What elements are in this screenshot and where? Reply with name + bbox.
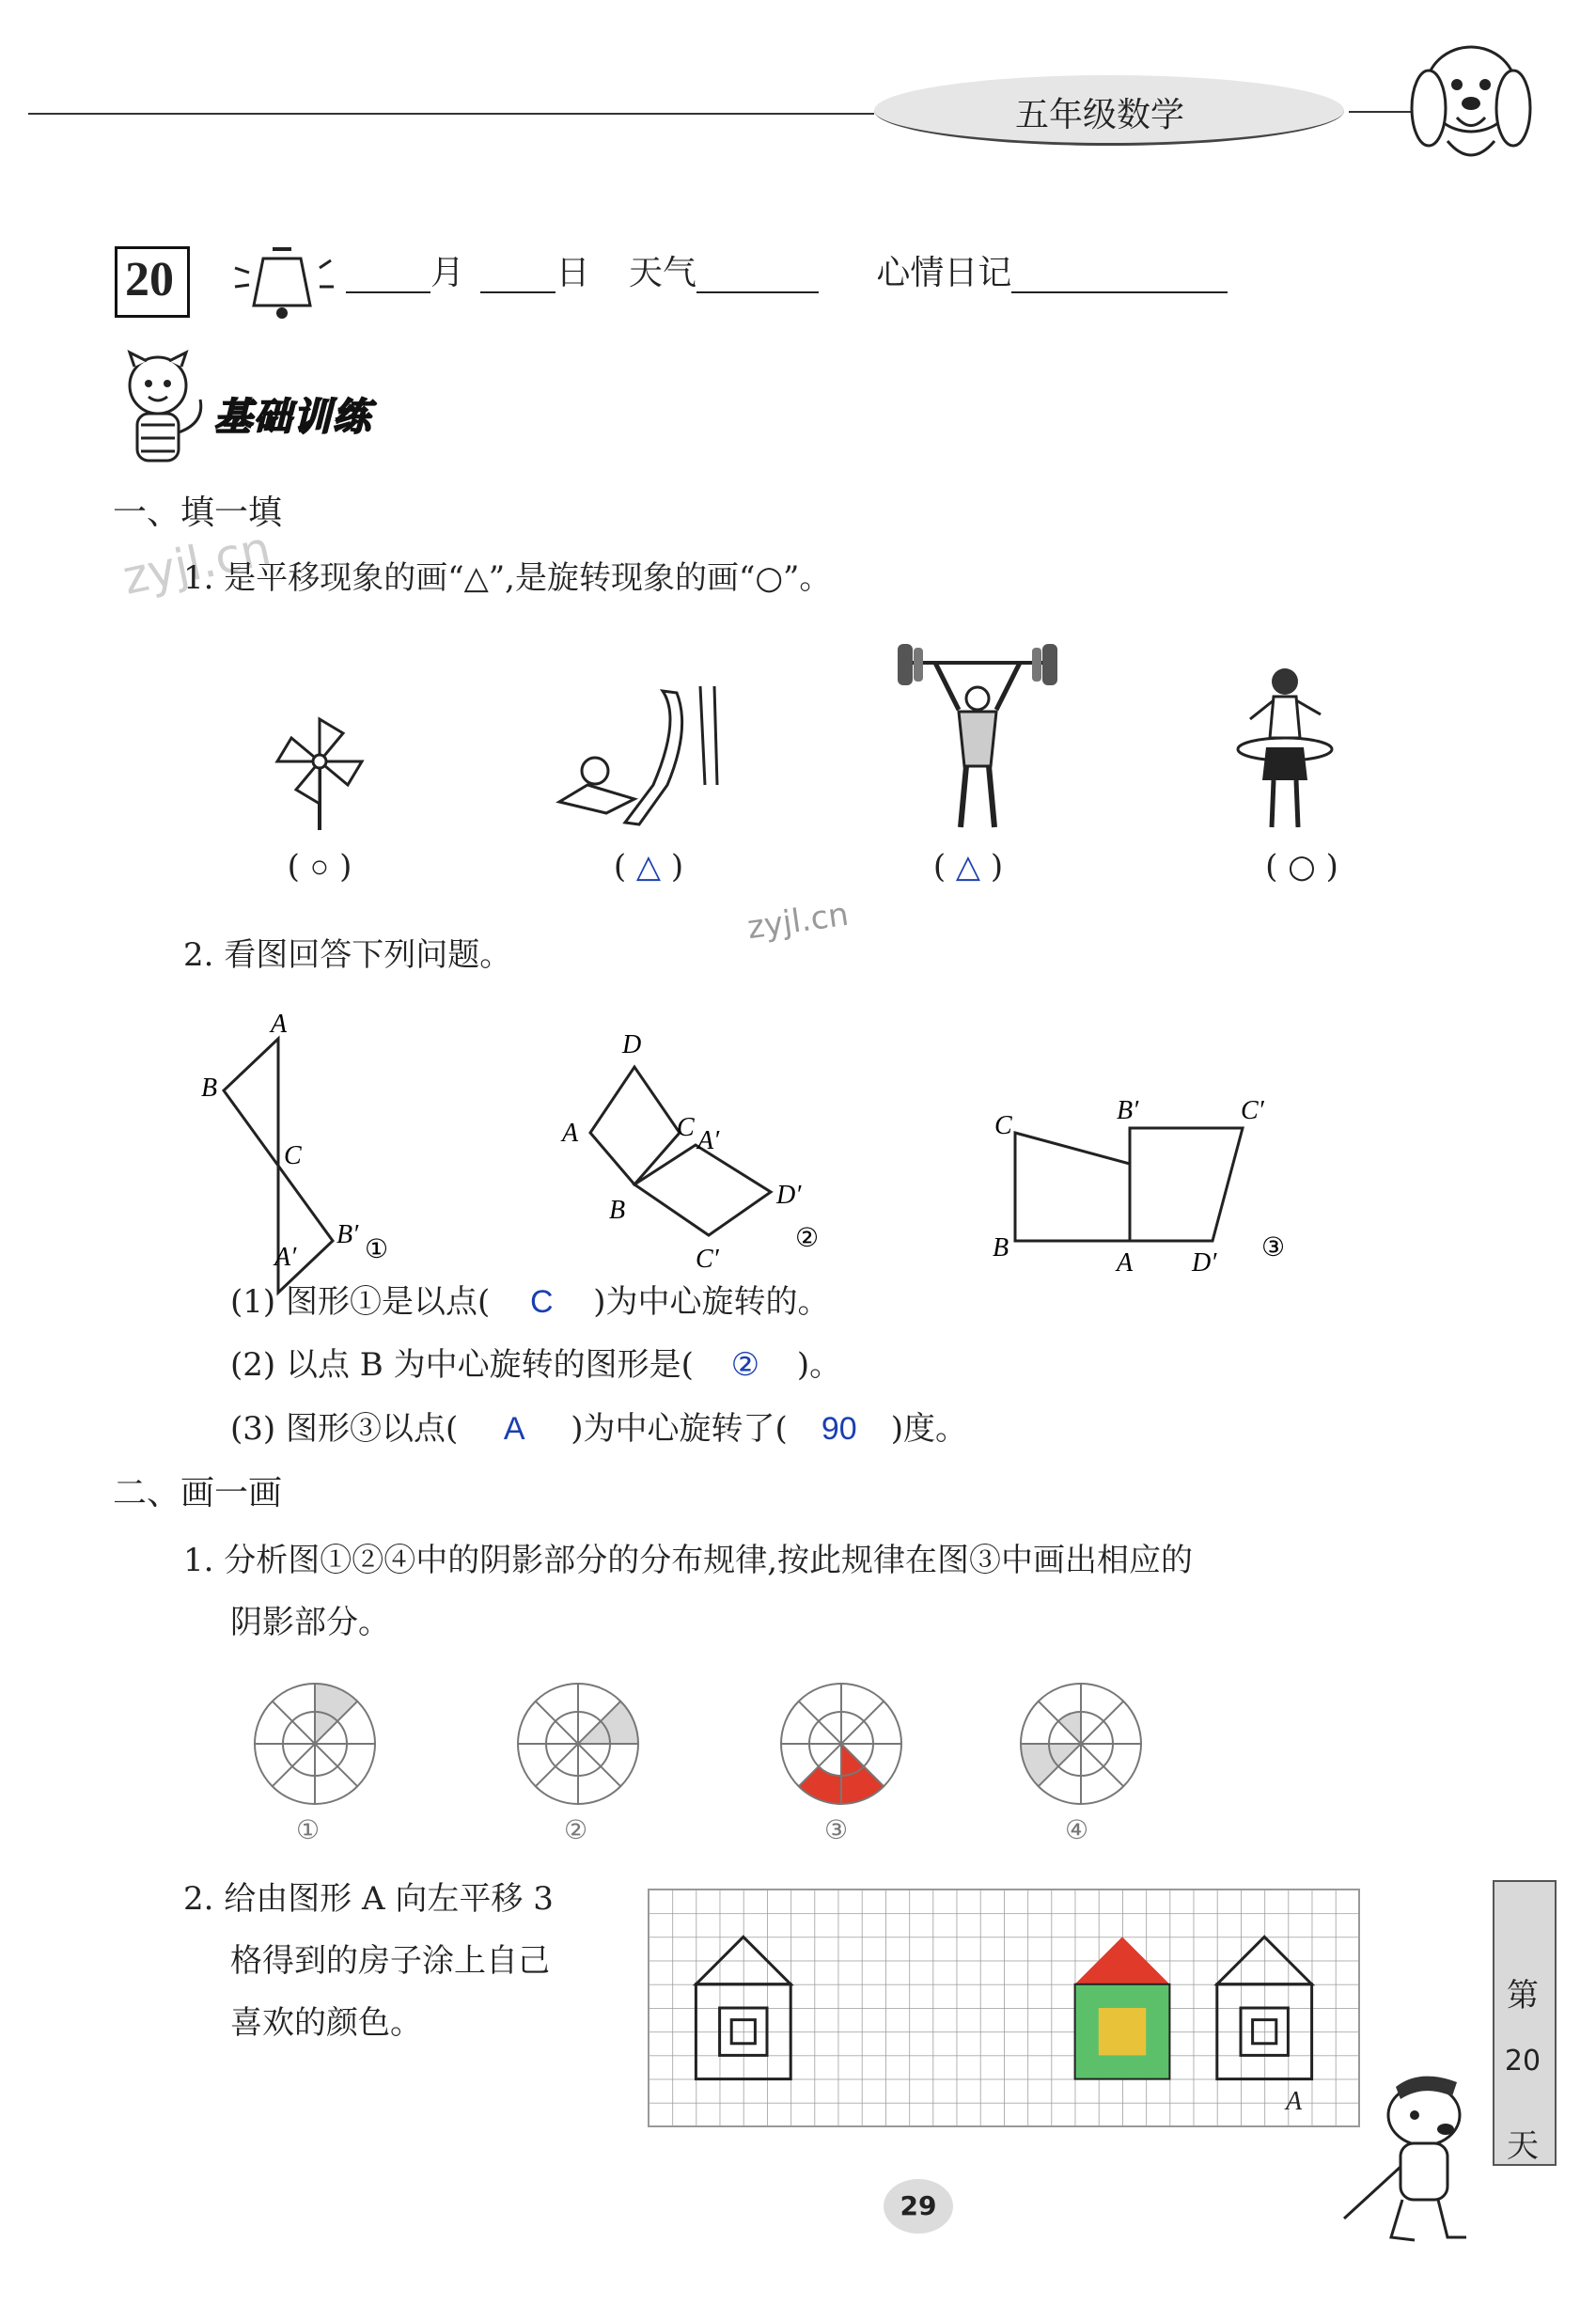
- fig1-number: ①: [365, 1233, 389, 1264]
- answer-mark-3: △: [955, 849, 981, 885]
- day-label: 日: [555, 254, 590, 292]
- q2-sub3-answer1: A: [503, 1411, 525, 1447]
- fig2-label-Dp: D′: [776, 1181, 802, 1210]
- answer-mark-2: △: [635, 849, 662, 885]
- watermark-2: zyjl.cn: [744, 895, 852, 948]
- fig3-label-Bp: B′: [1117, 1096, 1139, 1125]
- answer-pinwheel: ( ○ ): [287, 848, 352, 886]
- fig3-label-A: A: [1117, 1248, 1134, 1278]
- month-label: 月: [430, 254, 465, 292]
- day-number: 20: [125, 253, 174, 306]
- part2-q1-line2: 阴影部分。: [230, 1604, 390, 1641]
- q2-sub3-answer2: 90: [821, 1411, 857, 1447]
- house-grid: [649, 1889, 1359, 2126]
- pattern-circle-3: [775, 1678, 907, 1810]
- side-tab-line3: 天: [1507, 2127, 1539, 2165]
- rotation-figure-3: [987, 1090, 1316, 1278]
- side-tab-line2: 20: [1504, 2045, 1541, 2078]
- weightlifter-icon: [893, 635, 1062, 837]
- mood-blank[interactable]: [1011, 259, 1228, 293]
- section-badge: 基础训练: [214, 396, 372, 439]
- part2-q2-line1: 2. 给由图形 A 向左平移 3: [183, 1880, 554, 1918]
- part2-q2-line2: 格得到的房子涂上自己: [230, 1942, 550, 1980]
- dog-mascot-icon: [1335, 2063, 1494, 2251]
- part1-heading: 一、填一填: [113, 494, 283, 532]
- weather-blank[interactable]: [696, 259, 819, 293]
- q2-sub1-answer: C: [529, 1284, 554, 1320]
- mood-label: 心情日记: [876, 254, 1012, 292]
- fig2-label-Ap: A′: [697, 1126, 720, 1155]
- fig1-label-B: B: [201, 1074, 218, 1103]
- answer-slide: ( △ ): [613, 848, 684, 886]
- part2-heading: 二、画一画: [113, 1474, 283, 1513]
- pattern-circle-4: [1015, 1678, 1147, 1810]
- part2-q2-line3: 喜欢的颜色。: [230, 2004, 422, 2042]
- q2-sub2-answer: ②: [730, 1347, 760, 1383]
- page-number: 29: [900, 2190, 937, 2221]
- fig2-label-B: B: [609, 1196, 626, 1225]
- month-blank[interactable]: [346, 259, 430, 293]
- fig2-number: ②: [795, 1222, 820, 1253]
- q2-sub3: (3) 图形③以点( A )为中心旋转了( 90 )度。: [230, 1410, 968, 1448]
- day-blank[interactable]: [480, 259, 555, 293]
- pattern-circle-1: [249, 1678, 381, 1810]
- fig3-label-C: C: [994, 1111, 1012, 1140]
- puppy-mascot-icon: [1400, 19, 1541, 179]
- fig2-label-D: D: [622, 1030, 642, 1059]
- fig3-label-B: B: [993, 1233, 1009, 1262]
- pattern-circle-2: [512, 1678, 644, 1810]
- fig2-label-Cp: C′: [696, 1245, 719, 1274]
- side-tab-line1: 第: [1507, 1977, 1539, 2015]
- q2-sub2: (2) 以点 B 为中心旋转的图形是( ② )。: [230, 1346, 842, 1384]
- fig2-label-C: C: [677, 1113, 695, 1142]
- hula-hoop-girl-icon: [1227, 663, 1339, 832]
- fig1-label-A: A: [271, 1010, 288, 1039]
- slide-child-icon: [550, 682, 719, 832]
- date-line: [346, 254, 1228, 293]
- answer-mark-4: ○: [1288, 848, 1316, 886]
- part1-q1-text: 1. 是平移现象的画“△”,是旋转现象的画“○”。: [183, 559, 832, 597]
- fig3-number: ③: [1261, 1231, 1286, 1262]
- circle-label-3: ③: [824, 1814, 849, 1845]
- house-A-label: A: [1286, 2087, 1303, 2116]
- fig3-label-Cp: C′: [1241, 1096, 1264, 1125]
- header-line-left: [28, 113, 874, 115]
- rotation-figure-2: [555, 1025, 837, 1288]
- circle-label-1: ①: [296, 1814, 321, 1845]
- circle-label-4: ④: [1065, 1814, 1089, 1845]
- pinwheel-icon: [268, 710, 371, 832]
- fig1-label-C: C: [284, 1141, 302, 1170]
- weather-label: 天气: [628, 254, 696, 292]
- answer-hula: ( ○ ): [1265, 848, 1338, 886]
- fig1-label-Ap: A′: [274, 1243, 297, 1272]
- header-subject: 五年级数学: [1015, 96, 1185, 134]
- watermark-1: zyjl.cn: [117, 521, 275, 605]
- circle-label-2: ②: [564, 1814, 588, 1845]
- part2-q1-line1: 1. 分析图①②④中的阴影部分的分布规律,按此规律在图③中画出相应的: [183, 1542, 1194, 1579]
- answer-mark-1: ○: [309, 849, 330, 885]
- bell-icon: [226, 240, 338, 324]
- fig1-label-Bp: B′: [336, 1220, 359, 1249]
- rotation-figure-1: [188, 996, 432, 1278]
- fig3-label-Dp: D′: [1192, 1248, 1217, 1278]
- answer-weightlifter: ( △ ): [932, 848, 1004, 886]
- q2-sub1: (1) 图形①是以点( C )为中心旋转的。: [230, 1283, 830, 1321]
- fig2-label-A: A: [562, 1119, 579, 1148]
- part1-q2-text: 2. 看图回答下列问题。: [183, 936, 512, 974]
- tiger-mascot-icon: [111, 348, 214, 470]
